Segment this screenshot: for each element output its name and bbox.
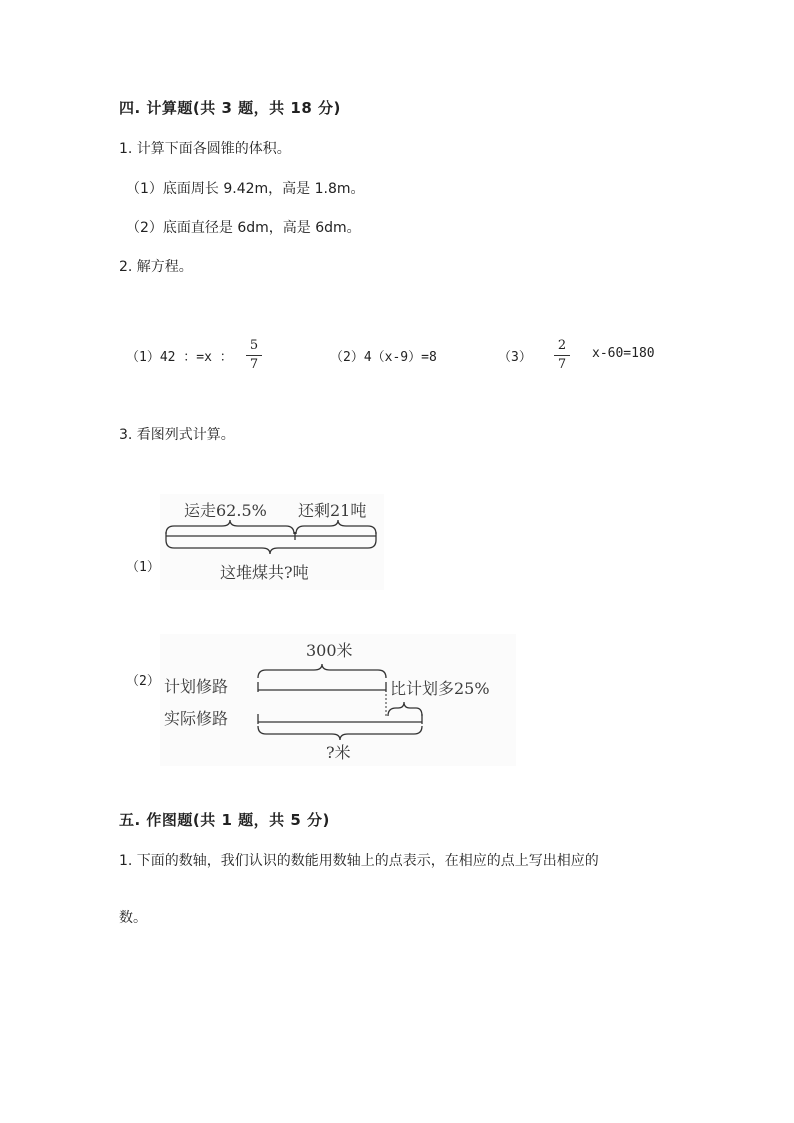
equation-3-fraction <box>554 338 570 372</box>
figure-2-bottom-label: ?米 <box>326 743 351 762</box>
equation-1-fraction <box>246 338 262 372</box>
figure-2-row-1-label: 计划修路 <box>164 677 229 696</box>
figure-2-row-2-label: 实际修路 <box>164 709 229 728</box>
fraction-numerator: 5 <box>249 338 259 353</box>
equation-2: （2）4（x-9）=8 <box>330 350 437 365</box>
figure-1-diagram <box>160 494 384 590</box>
question-3-title: 3. 看图列式计算。 <box>119 427 235 443</box>
figure-1-label: （1） <box>126 560 160 575</box>
figure-2-top-label: 300米 <box>306 641 353 660</box>
question-1-title: 1. 计算下面各圆锥的体积。 <box>119 141 291 157</box>
section-4-heading: 四. 计算题(共 3 题，共 18 分) <box>119 99 341 117</box>
fraction-bar <box>246 355 262 356</box>
question-2-title: 2. 解方程。 <box>119 259 193 275</box>
fraction-denominator: 7 <box>557 357 567 372</box>
section-5-question-1-line-1: 1. 下面的数轴，我们认识的数能用数轴上的点表示，在相应的点上写出相应的 <box>119 853 599 869</box>
figure-2-label: （2） <box>126 674 160 689</box>
fraction-bar <box>554 355 570 356</box>
figure-1-bottom-label: 这堆煤共?吨 <box>220 563 309 582</box>
figure-2-diagram <box>160 634 516 766</box>
equation-3-suffix: x-60=180 <box>592 346 655 361</box>
section-5-question-1-line-2: 数。 <box>119 910 147 926</box>
fraction-denominator: 7 <box>249 357 259 372</box>
fraction-numerator: 2 <box>557 338 567 353</box>
figure-1-top-left-label: 运走62.5% <box>184 501 267 520</box>
equation-1-prefix: （1）42 ：=x ： <box>126 350 233 365</box>
figure-2-row-1-extra-label: 比计划多25% <box>390 679 490 698</box>
equation-3-prefix: （3） <box>498 350 532 365</box>
question-1-sub-2: （2）底面直径是 6dm，高是 6dm。 <box>126 220 361 236</box>
section-5-heading: 五. 作图题(共 1 题，共 5 分) <box>119 811 330 829</box>
question-1-sub-1: （1）底面周长 9.42m，高是 1.8m。 <box>126 181 365 197</box>
figure-1-top-right-label: 还剩21吨 <box>298 501 367 520</box>
